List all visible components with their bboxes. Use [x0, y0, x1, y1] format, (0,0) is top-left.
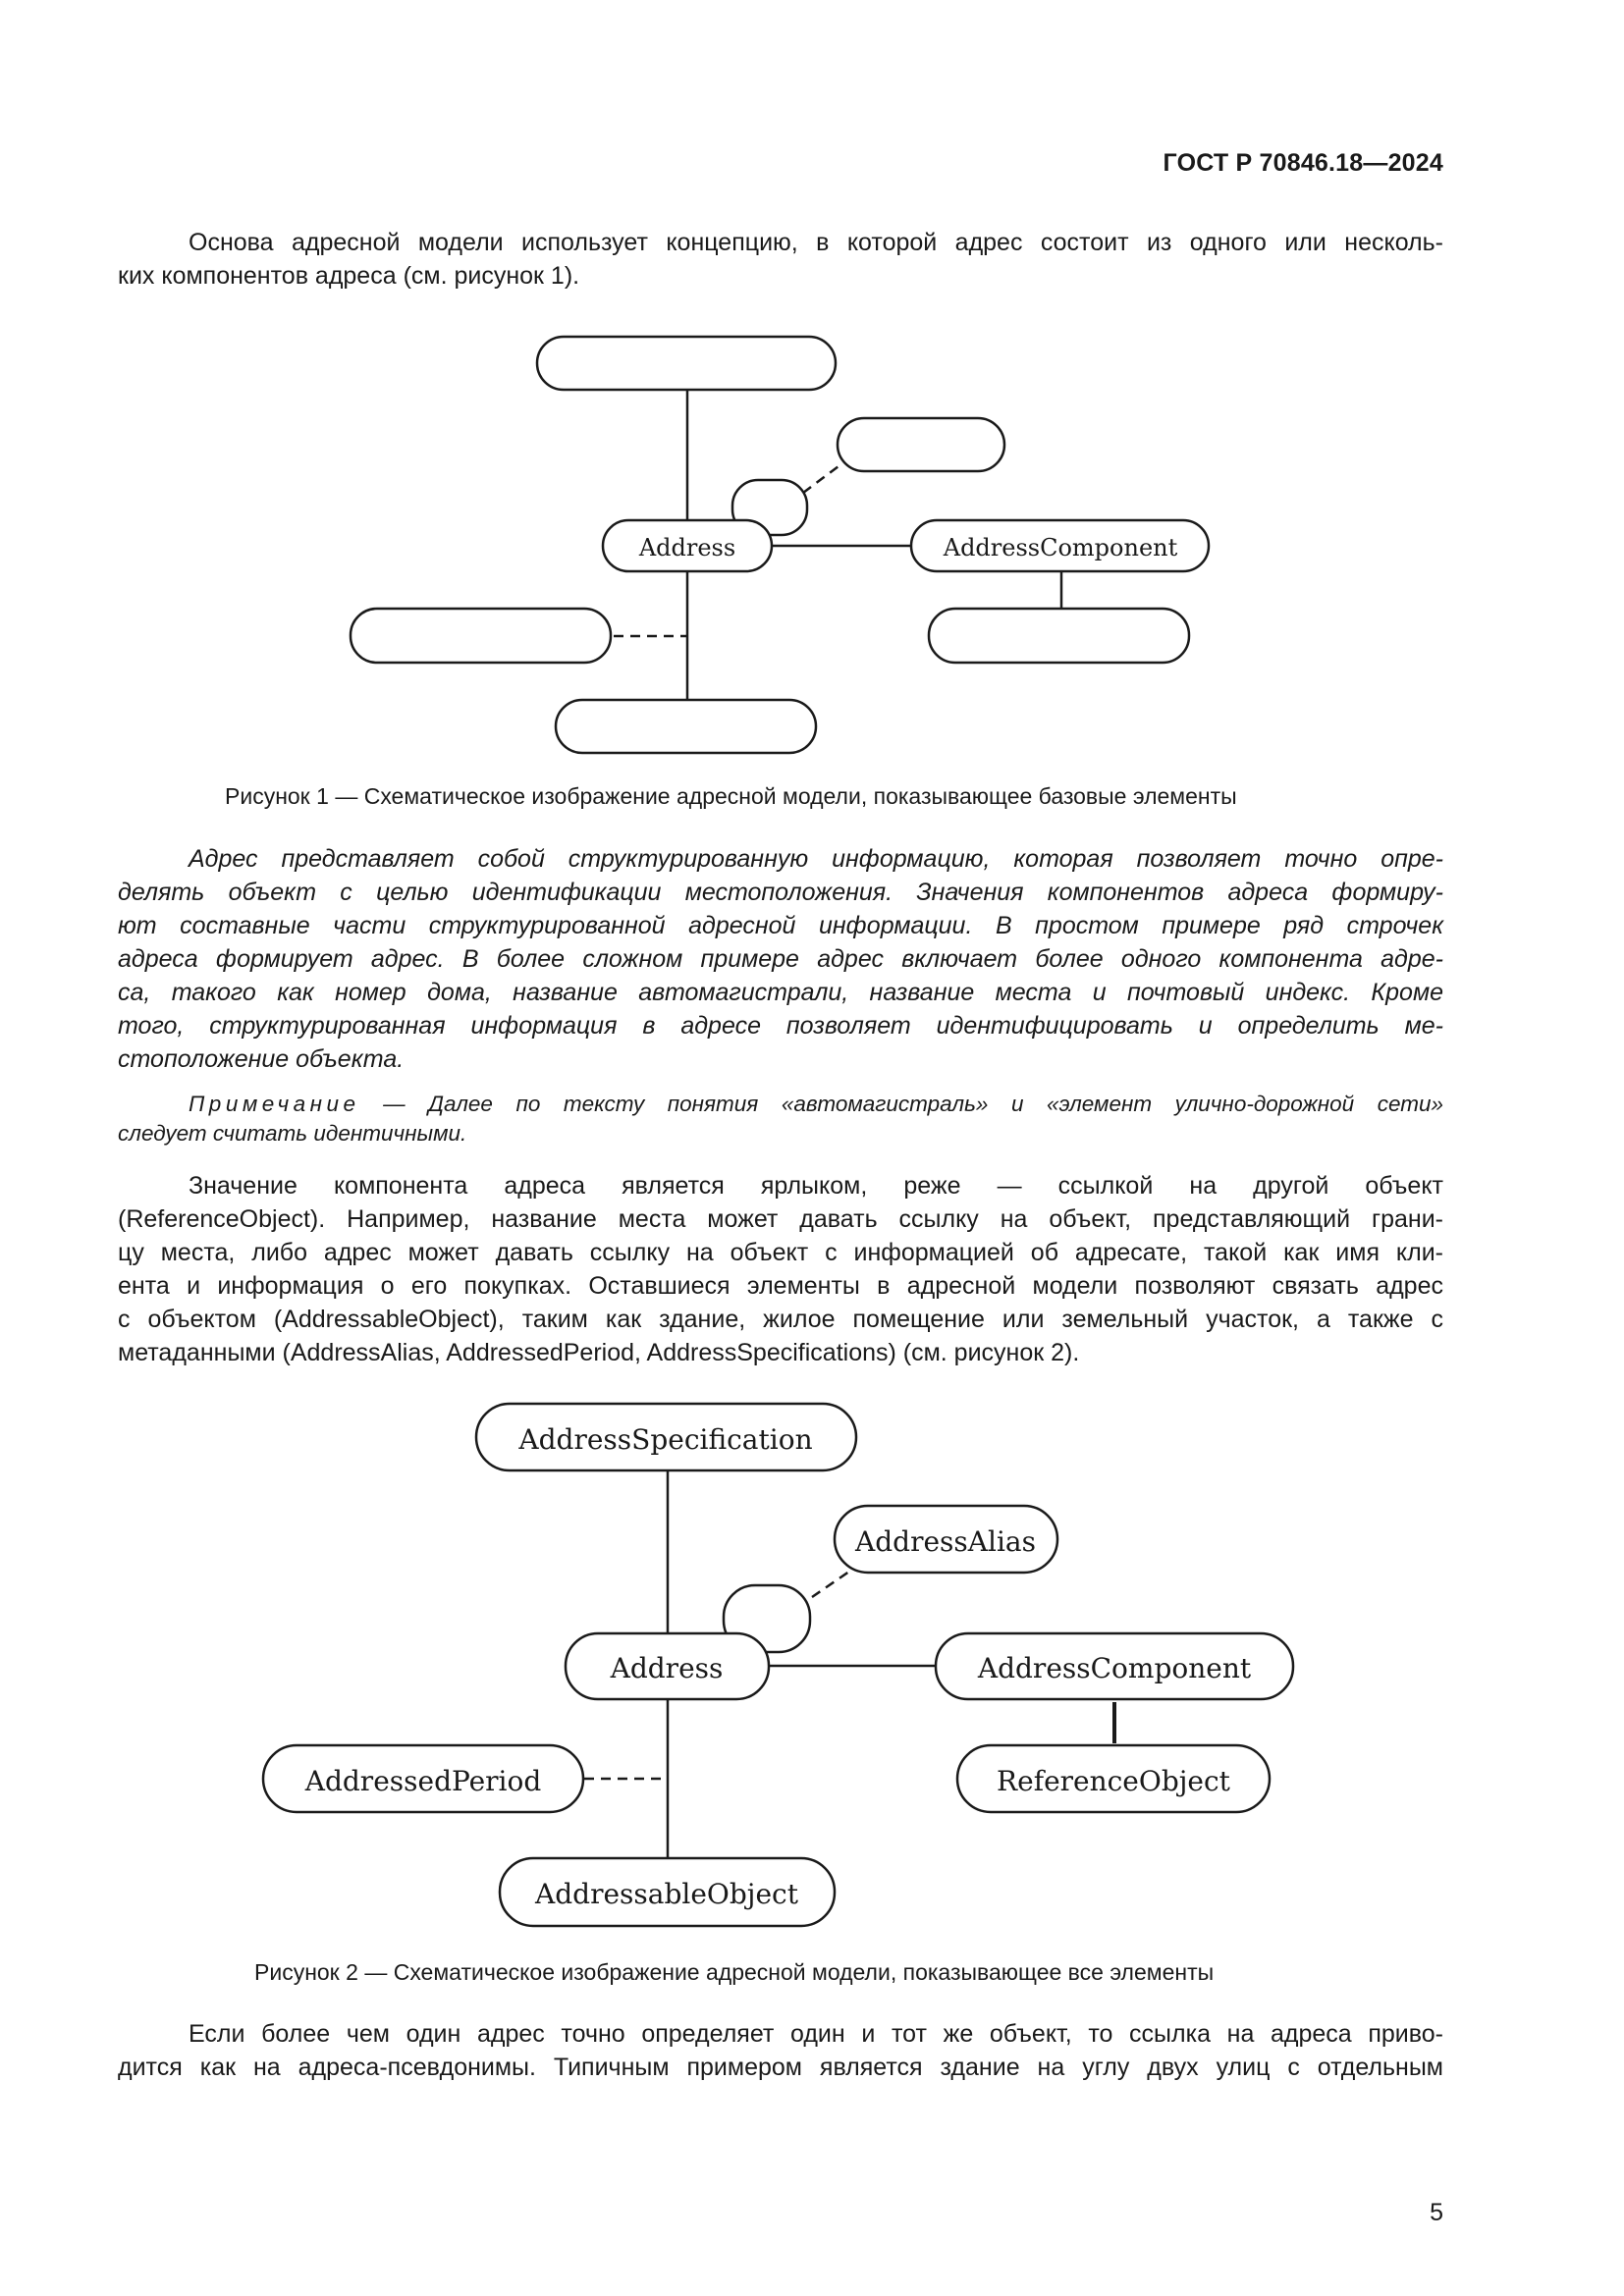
fig2-period-label: AddressedPeriod	[304, 1765, 542, 1797]
definition-line: са, такого как номер дома, название автомагистрали, название места и почтовый индекс. Кроме	[118, 979, 1443, 1006]
note-label: Примечание	[189, 1092, 360, 1116]
figure-2-caption: Рисунок 2 — Схематическое изображение адресной модели, показывающее все элементы	[254, 1959, 1215, 1985]
component-paragraph	[118, 1169, 1443, 1369]
component-line: (ReferenceObject). Например, название места может давать ссылку на объект, представляющий грани-	[118, 1205, 1443, 1233]
fig2-addressable-label: AddressableObject	[535, 1878, 798, 1910]
fig1-addressable-box	[556, 700, 816, 753]
component-line: метаданными (AddressAlias, AddressedPeriod, AddressSpecifications) (см. рисунок 2).	[118, 1339, 1080, 1366]
definition-line: ют составные части структурированной адресной информации. В простом примере ряд строчек	[118, 912, 1443, 939]
alias-line: дится как на адреса-псевдонимы. Типичным примером является здание на углу двух улиц с отдельным	[118, 2054, 1443, 2081]
figure-1-caption: Рисунок 1 — Схематическое изображение адресной модели, показывающее базовые элементы	[225, 783, 1237, 809]
fig2-specification-label: AddressSpecification	[518, 1423, 813, 1456]
fig1-component-label: AddressComponent	[943, 534, 1178, 561]
page-number: 5	[1430, 2199, 1443, 2226]
fig1-address-label: Address	[638, 534, 736, 561]
definition-paragraph	[118, 842, 1443, 1076]
alias-line: Если более чем один адрес точно определяет один и тот же объект, то ссылка на адреса приво-	[189, 2020, 1443, 2048]
definition-line: делять объект с целью идентификации местоположения. Значения компонентов адреса формиру-	[118, 879, 1443, 906]
component-line: цу места, либо адрес может давать ссылку на объект с информацией об адресате, такой как имя кли-	[118, 1239, 1443, 1266]
fig2-alias-label: AddressAlias	[855, 1525, 1036, 1558]
note-paragraph	[118, 1090, 1443, 1148]
fig1-alias-dashed-link	[803, 463, 842, 493]
note-line: следует считать идентичными.	[118, 1121, 467, 1146]
fig1-reference-box	[929, 609, 1189, 663]
alias-paragraph	[118, 2017, 1443, 2084]
intro-line: ких компонентов адреса (см. рисунок 1).	[118, 262, 580, 290]
fig1-specification-box	[537, 337, 836, 390]
definition-line: Адрес представляет собой структурированную информацию, которая позволяет точно опре-	[189, 845, 1443, 873]
intro-line: Основа адресной модели использует концепцию, в которой адрес состоит из одного или несколь-	[189, 229, 1443, 256]
component-line: ента и информация о его покупках. Оставшиеся элементы в адресной модели позволяют связать адрес	[118, 1272, 1443, 1300]
component-line: Значение компонента адреса является ярлыком, реже — ссылкой на другой объект	[189, 1172, 1443, 1200]
fig2-reference-label: ReferenceObject	[997, 1765, 1230, 1797]
definition-line: стоположение объекта.	[118, 1045, 405, 1073]
note-text: — Далее по тексту понятия «автомагистраль» и «элемент улично-дорожной сети»	[359, 1092, 1443, 1116]
component-line: с объектом (AddressableObject), таким как здание, жилое помещение или земельный участок, а также с	[118, 1306, 1443, 1333]
fig2-address-label: Address	[610, 1652, 724, 1684]
definition-line: адреса формирует адрес. В более сложном примере адрес включает более одного компонента адре-	[118, 945, 1443, 973]
fig2-component-label: AddressComponent	[977, 1652, 1252, 1684]
fig1-period-box	[351, 609, 611, 663]
note-line	[118, 1090, 1443, 1119]
definition-line: того, структурированная информация в адресе позволяет идентифицировать и определить ме-	[118, 1012, 1443, 1040]
document-code: ГОСТ Р 70846.18—2024	[1163, 149, 1443, 177]
fig1-alias-box	[838, 418, 1004, 471]
